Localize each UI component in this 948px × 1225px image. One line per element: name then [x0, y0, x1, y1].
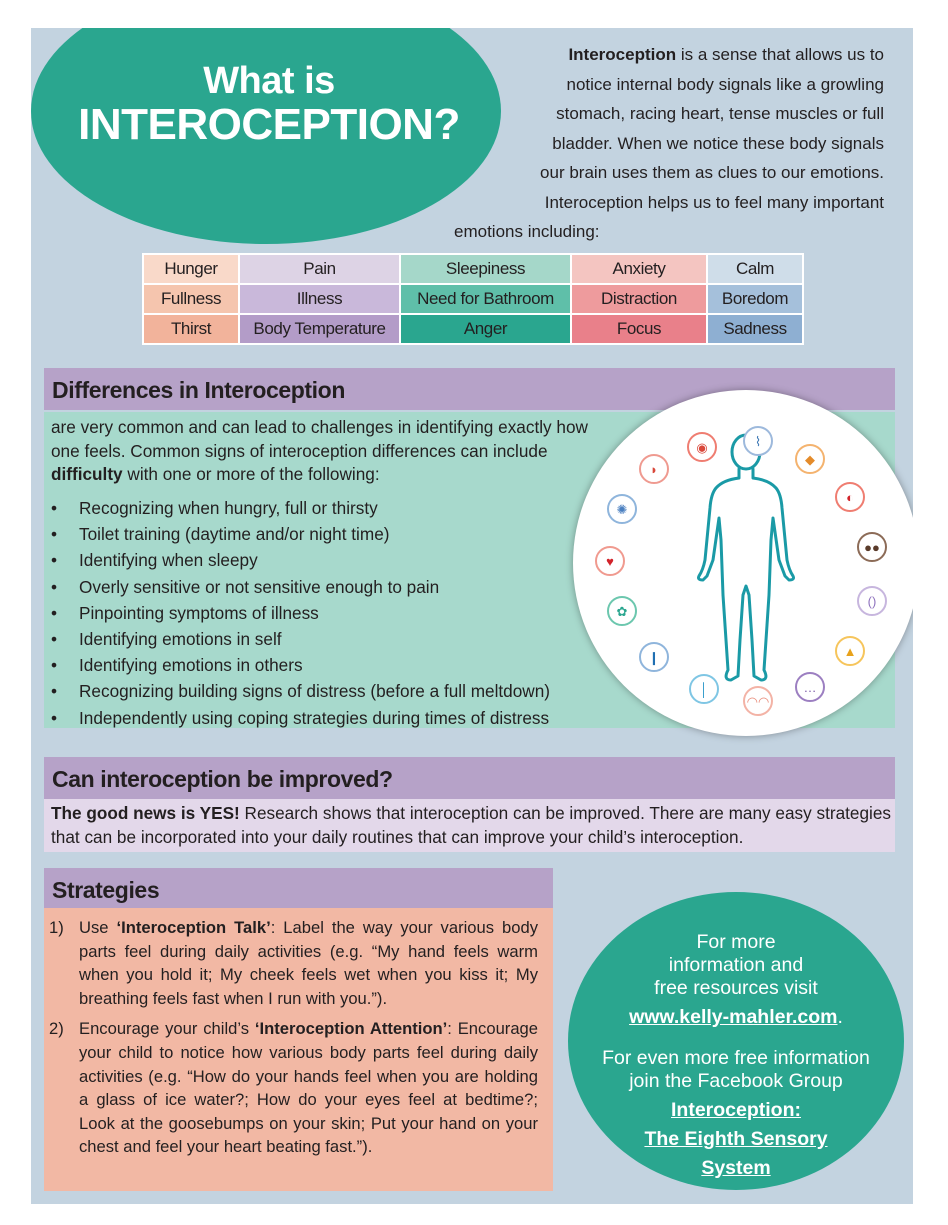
item-number: 2) [49, 1019, 64, 1039]
mouth-icon: ◐ [835, 482, 865, 512]
improve-heading: Can interoception be improved? [44, 757, 895, 799]
item-text: : Label the way your various body parts feel during daily activities (e.g. “My hand feels warm when you hold it; My cheek feels wet when you kiss it; My breathing feels fast when I run with you.”). [79, 918, 538, 1008]
item-number: 1) [49, 918, 64, 937]
table-row [143, 314, 803, 344]
page-title [67, 62, 471, 148]
differences-heading: Differences in Interoception [44, 368, 895, 410]
table-cell: Focus [571, 314, 707, 344]
intro-line: is a sense that allows us to [676, 45, 884, 64]
list-item [49, 916, 538, 1010]
list-item [49, 1017, 538, 1159]
speech-bubble-icon: … [795, 672, 825, 702]
improve-bold: The good news is YES! [51, 803, 240, 823]
brain-icon: ✺ [607, 494, 637, 524]
differences-text: are very common and can lead to challenges in identifying exactly how one feels. Common signs of interoception differences can include [51, 417, 588, 461]
stomach-body-icon: ◆ [795, 444, 825, 474]
facebook-group-link[interactable]: Interoception: [671, 1099, 801, 1121]
table-cell: Hunger [143, 254, 239, 284]
differences-text: with one or more of the following: [122, 464, 380, 484]
arm-icon: ❙ [639, 642, 669, 672]
item-text: Use [79, 918, 117, 937]
intro-line: emotions including: [454, 222, 600, 241]
differences-intro [51, 416, 611, 487]
item-bold: ‘Interoception Talk’ [116, 918, 271, 937]
intro-line: our brain uses them as clues to our emotions. [540, 163, 884, 182]
list-item: • Recognizing building signs of distress (before a full meltdown) [51, 678, 550, 704]
heart-icon: ♥ [595, 546, 625, 576]
table-cell: Calm [707, 254, 803, 284]
list-item: • Pinpointing symptoms of illness [51, 600, 550, 626]
table-cell: Illness [239, 284, 400, 314]
info-circle [568, 892, 904, 1190]
table-cell: Need for Bathroom [400, 284, 571, 314]
info-text: . [837, 1006, 843, 1028]
list-item: • Toilet training (daytime and/or night time) [51, 521, 550, 547]
table-cell: Boredom [707, 284, 803, 314]
bladder-icon: ◉ [687, 432, 717, 462]
table-cell: Sadness [707, 314, 803, 344]
info-text: information and [668, 954, 804, 976]
table-cell: Anger [400, 314, 571, 344]
info-text: For more [696, 931, 776, 953]
muscle-icon: │ [689, 674, 719, 704]
table-cell: Anxiety [571, 254, 707, 284]
signs-list [51, 495, 550, 731]
body-diagram [573, 390, 913, 736]
emotions-table [142, 253, 804, 345]
info-text: For even more free information [602, 1047, 870, 1069]
title-line-1: What is [203, 60, 335, 102]
intro-line: Interoception helps us to feel many important [544, 192, 884, 212]
table-cell: Fullness [143, 284, 239, 314]
website-link[interactable]: www.kelly-mahler.com [629, 1006, 838, 1028]
skin-icon: ◠◠ [743, 686, 773, 716]
table-cell: Body Temperature [239, 314, 400, 344]
intro-line: bladder. When we notice these body signals [552, 133, 884, 153]
kidneys-icon: () [857, 586, 887, 616]
intro-bold-term: Interoception [568, 45, 677, 64]
lungs-icon: ✿ [607, 596, 637, 626]
strategies-list [49, 916, 538, 1166]
intro-line: stomach, racing heart, tense muscles or full [556, 104, 884, 123]
item-bold: ‘Interoception Attention’ [254, 1019, 448, 1039]
info-text: free resources visit [654, 977, 818, 999]
improve-text: Research shows that interoception can be improved. There are many easy strategies that can be incorporated into your daily routines that can improve your child’s interoception. [51, 803, 892, 847]
table-row [143, 284, 803, 314]
facebook-group-link[interactable]: System [701, 1157, 771, 1179]
table-cell: Sleepiness [400, 254, 571, 284]
item-text: : Encourage your child to notice how various body parts feel during daily activities (e.g. “How do your hands feel when you are holding a glass of ice water?; How do your eyes feel at bedtime?; Look at the goosebumps on your skin; Put your hand on your chest and feel your heart beating fast.”). [79, 1019, 539, 1157]
list-item: • Recognizing when hungry, full or thirsty [51, 495, 550, 521]
item-text: Encourage your child’s [79, 1019, 255, 1039]
intro-line: notice internal body signals like a growling [566, 74, 884, 94]
improve-paragraph [51, 802, 901, 849]
list-item: • Identifying emotions in self [51, 626, 550, 652]
list-item: • Independently using coping strategies during times of distress [51, 705, 550, 731]
facebook-group-link[interactable]: The Eighth Sensory [644, 1128, 828, 1150]
spine-icon: ⌇ [743, 426, 773, 456]
list-item: • Overly sensitive or not sensitive enough to pain [51, 574, 550, 600]
list-item: • Identifying when sleepy [51, 547, 550, 573]
table-row [143, 254, 803, 284]
table-cell: Thirst [143, 314, 239, 344]
table-cell: Distraction [571, 284, 707, 314]
eyes-icon: ●● [857, 532, 887, 562]
nose-icon: ▲ [835, 636, 865, 666]
intro-paragraph [414, 40, 884, 247]
flyer-page [31, 28, 913, 1204]
stomach-icon: ◗ [639, 454, 669, 484]
info-text: join the Facebook Group [629, 1070, 843, 1092]
table-cell: Pain [239, 254, 400, 284]
title-line-2: INTEROCEPTION? [78, 99, 460, 149]
list-item: • Identifying emotions in others [51, 652, 550, 678]
strategies-heading: Strategies [44, 868, 553, 910]
differences-bold: difficulty [51, 464, 123, 484]
